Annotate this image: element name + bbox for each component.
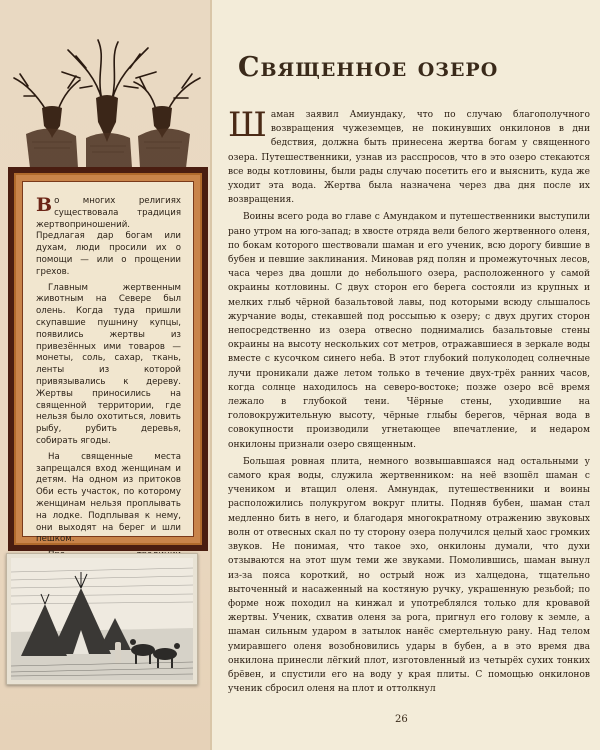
- sidebar-box: [8, 167, 208, 551]
- sidebar-dropcap: В: [36, 194, 53, 216]
- sidebar-paragraph: Во многих религиях существовала традиция жертвоприношений. Предлагая дар богам или духам, люди просили их о помощи — или о прощении грехов.: [36, 194, 181, 277]
- main-paragraph: Воины всего рода во главе с Амундаком и путешественники выступили рано утром на юго-запад; в хвосте отряда вели белого жертвенного оленя, по бокам которого шествовали шаман и его ученик, всю дорогу бившие в бубен и певшие заклинания. Миновав ряд полян и промежуточных лесов, часа через два дошли до небольшого озера, расположенного у самой окраины котловины. С двух сторон его берега состояли из крупных и мелких глыб чёрной базальтовой лавы, под которыми всюду слышалось журчание воды, стекавшей под россыпью к озеру; с двух других сторон непосредственно из озера отвесно поднимались базальтовые стены окраины на высоту нескольких сот метров, отражавшиеся в зеркале воды вместе с кусочком синего неба. В этот глубокий полуколодец солнечные лучи проникали даже летом только в течение двух-трёх ранних часов, когда солнце находилось на северо-востоке; позже озеро всё время лежало в глубокой тени. Чёрные стены, уходившие на головокружительную высоту, чёрные глыбы берегов, чёрная вода в совокупности производили угнетающее впечатление, и недаром онкилоны признали озеро священным.: [228, 212, 590, 450]
- main-dropcap: Ш: [228, 105, 267, 145]
- deer-herd-illustration: [6, 38, 204, 168]
- main-text: [228, 105, 590, 699]
- left-decorative-column: [0, 0, 212, 750]
- page-number: 26: [395, 714, 408, 725]
- chum-camp-photo: [6, 553, 198, 685]
- chum-camp-engraving: [11, 558, 193, 680]
- sidebar-paragraph: Главным жертвенным животным на Севере был олень. Когда туда пришли скупавшие пушнину купцы, появились жертвы из привезённых ими товаров — монеты, соль, сахар, ткань, ленты из которой привязывались к дереву. Жертвы приносились на священной территории, где нельзя было охотиться, ловить рыбу, рубить деревья, собирать ягоды.: [36, 282, 181, 446]
- main-paragraph: Большая ровная плита, немного возвышавшаяся над остальными у самого края воды, служила жертвенником: на неё взошёл шаман с учеником и втащил оленя. Амнундак, путешественники и воины расположились полукругом вокруг плиты. Подняв бубен, шаман стал медленно бить в него, и благодаря многократному отражению звуковых волн от отвесных скал по ту сторону озера получился целый хаос громких звуков. Не понимая, что такое эхо, онкилоны думали, что духи отзываются на этот шум теми же звуками. Помолившись, шаман вынул из-за пояса короткий, но острый нож из халцедона, тщательно выточенный и насаженный на костяную ручку, украшенную резьбой; по форме нож походил на кинжал и употреблялся только для кровавой жертвы. Ученик, схватив оленя за рога, пригнул его голову к земле, а шаман сильным ударом в затылок нанёс смертельную рану. Над телом умиравшего оленя возобновились удары в бубен, а в это время два онкилона принесли лёгкий плот, изготовленный из четырёх сухих тонких брёвен, и спустили его на воду у края плиты. С помощью онкилонов ученик сбросил оленя на плот и оттолкнул: [228, 456, 590, 695]
- sidebar-text: [22, 181, 194, 545]
- main-paragraph: Шаман заявил Амиундаку, что по случаю благополучного возвращения чужеземцев, не покинувших онкилонов в дни бедствия, должна быть принесена жертва богам у священного озера. Путешественники, узнав из расспросов, что в это озеро стекаются все воды котловины, были рады случаю посетить его и выяснить, куда же уходит эта вода. Жертва была назначена через два дня после их возвращения.: [228, 105, 590, 206]
- sidebar-paragraph: На священные места запрещался вход женщинам и детям. На одном из притоков Оби есть участок, по которому женщинам нельзя проплывать на лодке. Подплывая к нему, они выходят на берег и шли пешком.: [36, 451, 181, 545]
- page-title: Священное озеро: [238, 52, 499, 83]
